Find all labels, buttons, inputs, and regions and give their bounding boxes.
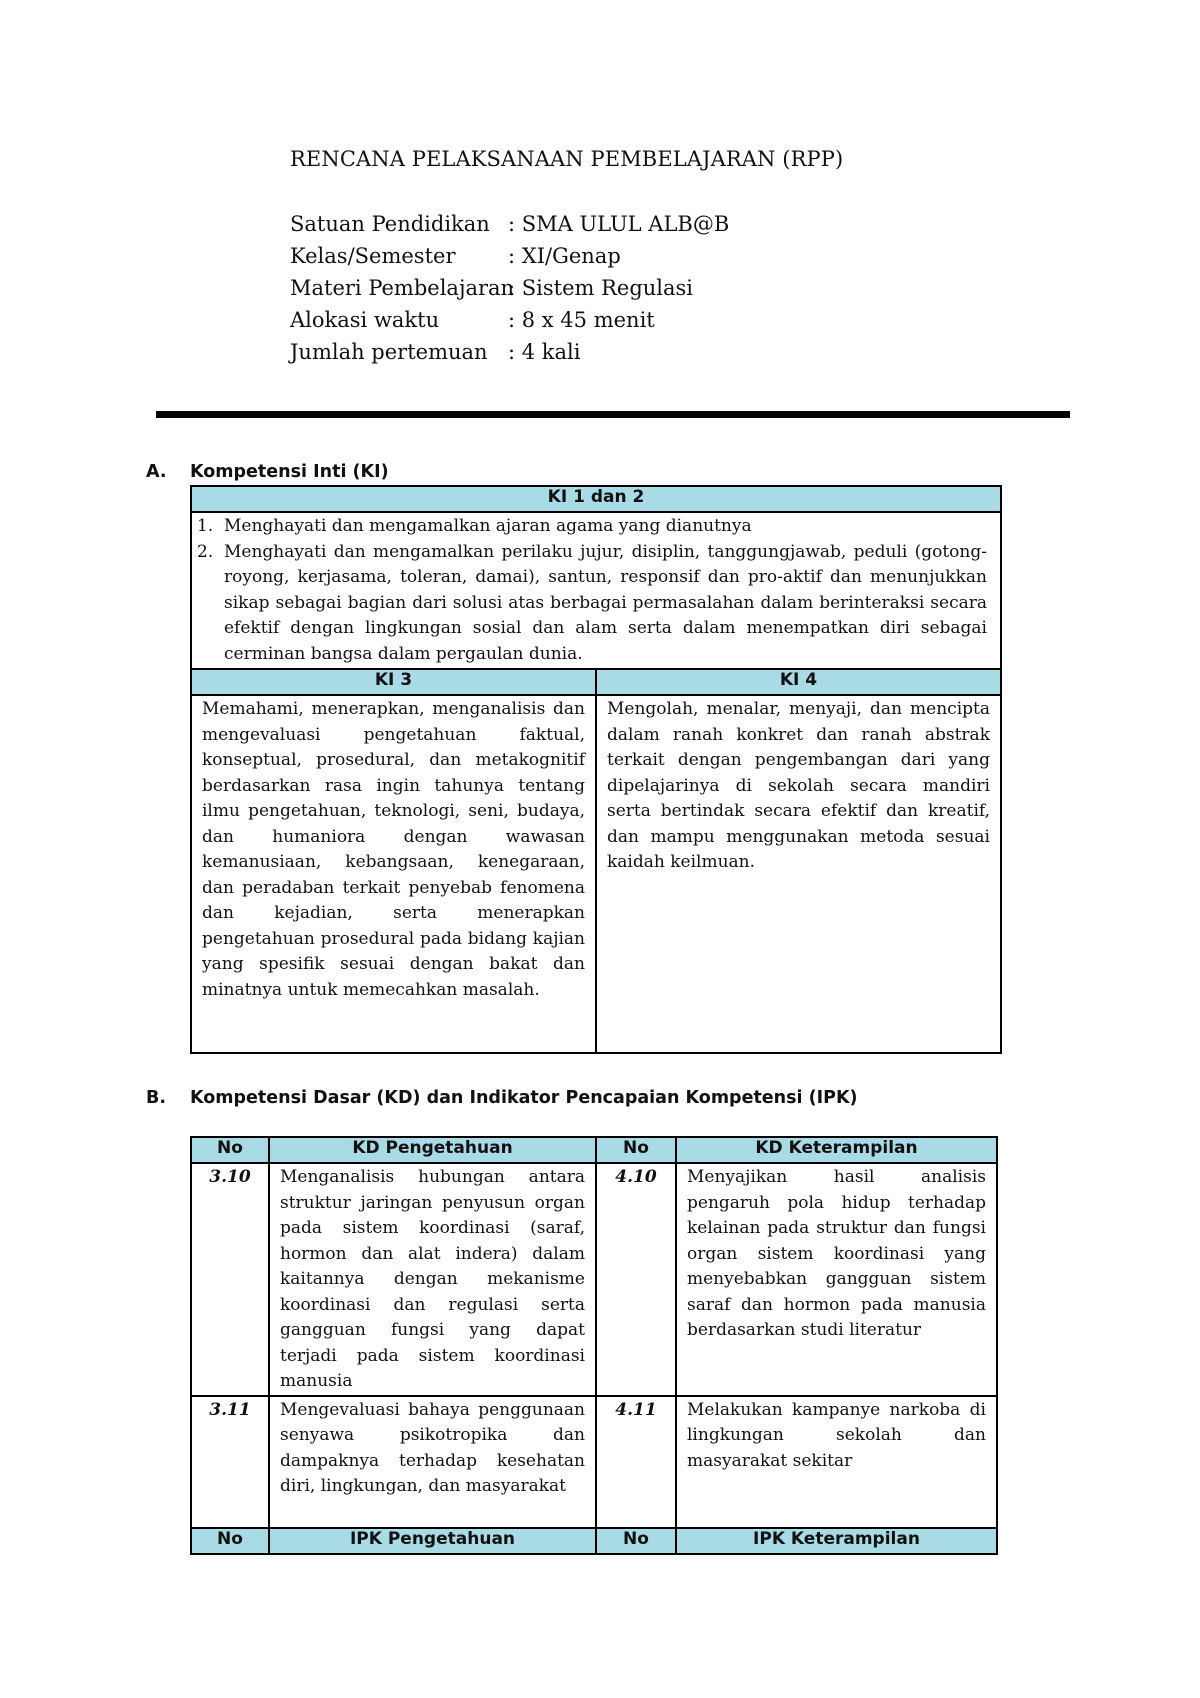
identity-value: : SMA ULUL ALB@B [508,212,730,236]
kd-number: 3.10 [191,1163,269,1396]
identity-row-materi [290,272,729,304]
identity-row-alokasi [290,304,729,336]
ki3-cell: Memahami, menerapkan, menganalisis dan mengevaluasi pengetahuan faktual, konseptual, prosedural, dan metakognitif berdasarkan rasa ingin tahunya tentang ilmu pengetahuan, teknologi, seni, budaya, dan humaniora dengan wawasan kemanusiaan, kebangsaan, kenegaraan, dan peradaban terkait penyebab fenomena dan kejadian, serta menerapkan pengetahuan prosedural pada bidang kajian yang spesifik sesuai dengan bakat dan minatnya untuk memecahkan masalah. [191,695,596,1053]
kd-pengetahuan-cell: Menganalisis hubungan antara struktur jaringan penyusun organ pada sistem koordinasi (saraf, hormon dan alat indera) dalam kaitannya dengan mekanisme koordinasi dan regulasi serta gangguan fungsi yang dapat terjadi pada sistem koordinasi manusia [269,1163,596,1396]
table-row [191,1163,997,1396]
kd-number: 4.11 [596,1396,676,1528]
kd-header-pengetahuan: KD Pengetahuan [269,1137,596,1163]
section-letter: A. [146,462,167,482]
identity-label: Alokasi waktu [290,308,440,332]
kd-pengetahuan-cell: Mengevaluasi bahaya penggunaan senyawa psikotropika dan dampaknya terhadap kesehatan diri, lingkungan, dan masyarakat [269,1396,596,1528]
list-text: Menghayati dan mengamalkan perilaku jujur, disiplin, tanggungjawab, peduli (gotong-royong, kerjasama, toleran, damai), santun, responsif dan pro-aktif dan menunjukkan sikap sebagai bagian dari solusi atas berbagai permasalahan dalam berinteraksi secara efektif dengan lingkungan sosial dan alam serta dalam menempatkan diri sebagai cerminan bangsa dalam pergaulan dunia. [224,541,987,664]
ki3-header: KI 3 [191,669,596,695]
identity-block [290,208,729,368]
identity-value: : 4 kali [508,340,581,364]
identity-row-kelas [290,240,729,272]
kd-header-no: No [191,1137,269,1163]
identity-value: : 8 x 45 menit [508,308,655,332]
identity-label: Jumlah pertemuan [290,340,488,364]
list-item [197,540,987,668]
ipk-header-no: No [191,1528,269,1554]
ki4-header: KI 4 [596,669,1001,695]
identity-value: : Sistem Regulasi [508,276,694,300]
section-title: Kompetensi Dasar (KD) dan Indikator Pencapaian Kompetensi (IPK) [190,1088,858,1108]
identity-row-pertemuan [290,336,729,368]
document-title: RENCANA PELAKSANAAN PEMBELAJARAN (RPP) [290,147,844,171]
ipk-header-pengetahuan: IPK Pengetahuan [269,1528,596,1554]
identity-label: Materi Pembelajaran [290,276,515,300]
kd-keterampilan-cell: Melakukan kampanye narkoba di lingkungan sekolah dan masyarakat sekitar [676,1396,997,1528]
list-number: 2. [197,541,214,562]
ipk-header-no: No [596,1528,676,1554]
kd-header-keterampilan: KD Keterampilan [676,1137,997,1163]
kd-keterampilan-cell: Menyajikan hasil analisis pengaruh pola hidup terhadap kelainan pada struktur dan fungsi organ sistem koordinasi yang menyebabkan gangguan sistem saraf dan hormon pada manusia berdasarkan studi literatur [676,1163,997,1396]
kd-number: 4.10 [596,1163,676,1396]
list-number: 1. [197,516,214,536]
identity-value: : XI/Genap [508,244,621,268]
kd-header-no: No [596,1137,676,1163]
ki12-header: KI 1 dan 2 [191,486,1001,512]
identity-label: Kelas/Semester [290,244,456,268]
ipk-header-keterampilan: IPK Keterampilan [676,1528,997,1554]
section-letter: B. [146,1088,166,1108]
ki-table [190,485,1002,1054]
identity-label: Satuan Pendidikan [290,212,490,236]
table-row [191,1396,997,1528]
ki4-cell: Mengolah, menalar, menyaji, dan mencipta dalam ranah konkret dan ranah abstrak terkait dengan pengembangan dari yang dipelajarinya di sekolah secara mandiri serta bertindak secara efektif dan kreatif, dan mampu menggunakan metoda sesuai kaidah keilmuan. [596,695,1001,1053]
kd-number: 3.11 [191,1396,269,1528]
kd-table [190,1136,998,1555]
horizontal-rule [156,411,1070,418]
list-item [197,514,987,540]
section-title: Kompetensi Inti (KI) [190,462,389,482]
ki12-list [193,514,999,667]
identity-row-satuan [290,208,729,240]
list-text: Menghayati dan mengamalkan ajaran agama yang dianutnya [224,516,752,536]
ki12-cell [191,512,1001,669]
